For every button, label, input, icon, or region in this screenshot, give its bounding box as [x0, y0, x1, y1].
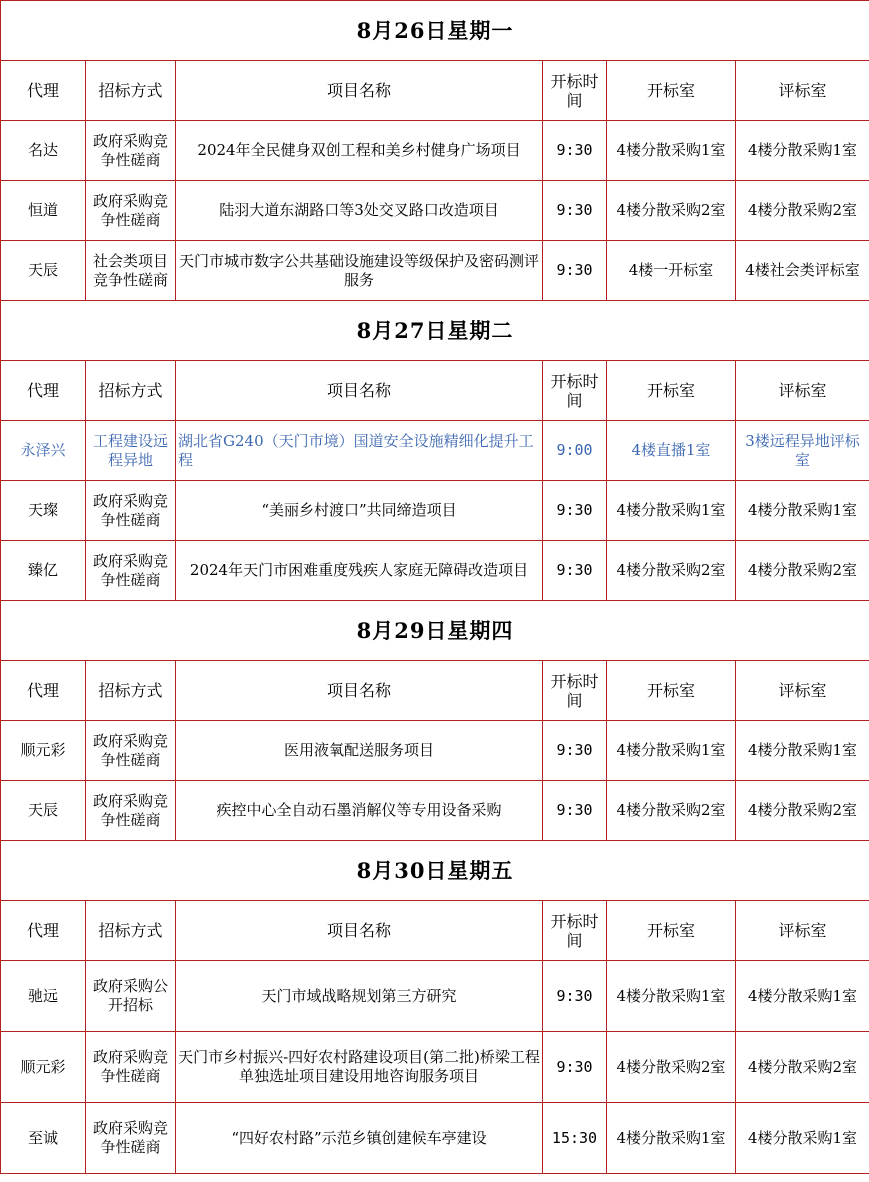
cell-method: 政府采购竞争性磋商: [86, 541, 176, 601]
cell-method: 工程建设远程异地: [86, 421, 176, 481]
column-header-eval-room: 评标室: [736, 901, 869, 961]
column-header-method: 招标方式: [86, 661, 176, 721]
column-header-eval-room: 评标室: [736, 361, 869, 421]
cell-method: 政府采购竞争性磋商: [86, 121, 176, 181]
table-row: [1, 541, 869, 601]
cell-name: “美丽乡村渡口”共同缔造项目: [176, 481, 543, 541]
day-header-row: [1, 1, 869, 61]
cell-open-room: 4楼分散采购1室: [607, 961, 736, 1032]
cell-eval-room: 4楼分散采购2室: [736, 781, 869, 841]
cell-open-room: 4楼分散采购1室: [607, 721, 736, 781]
cell-open-room: 4楼分散采购2室: [607, 541, 736, 601]
day-header-row: [1, 301, 869, 361]
cell-method: 政府采购竞争性磋商: [86, 481, 176, 541]
cell-eval-room: 4楼分散采购1室: [736, 721, 869, 781]
table-row: [1, 181, 869, 241]
cell-agent: 名达: [1, 121, 86, 181]
table-row: [1, 241, 869, 301]
column-header-name: 项目名称: [176, 361, 543, 421]
cell-open-room: 4楼一开标室: [607, 241, 736, 301]
cell-eval-room: 3楼远程异地评标室: [736, 421, 869, 481]
day-title: 8月29日星期四: [1, 601, 869, 661]
cell-open-room: 4楼分散采购2室: [607, 181, 736, 241]
day-header-row: [1, 841, 869, 901]
column-header-open-room: 开标室: [607, 61, 736, 121]
cell-open-room: 4楼分散采购1室: [607, 121, 736, 181]
cell-eval-room: 4楼分散采购1室: [736, 961, 869, 1032]
column-header-name: 项目名称: [176, 901, 543, 961]
column-header-time: 开标时间: [543, 901, 607, 961]
day-title: 8月30日星期五: [1, 841, 869, 901]
schedule-body: [1, 1, 869, 1174]
cell-agent: 永泽兴: [1, 421, 86, 481]
cell-agent: 顺元彩: [1, 721, 86, 781]
day-title: 8月27日星期二: [1, 301, 869, 361]
cell-time: 9:30: [543, 721, 607, 781]
column-header-eval-room: 评标室: [736, 61, 869, 121]
table-row: [1, 121, 869, 181]
cell-agent: 臻亿: [1, 541, 86, 601]
cell-open-room: 4楼分散采购1室: [607, 1103, 736, 1174]
column-header-agent: 代理: [1, 61, 86, 121]
column-header-row: [1, 901, 869, 961]
cell-open-room: 4楼分散采购2室: [607, 781, 736, 841]
table-row: [1, 481, 869, 541]
table-row: [1, 721, 869, 781]
cell-name: 2024年全民健身双创工程和美乡村健身广场项目: [176, 121, 543, 181]
cell-eval-room: 4楼分散采购1室: [736, 481, 869, 541]
cell-name: 医用液氧配送服务项目: [176, 721, 543, 781]
cell-time: 9:30: [543, 1032, 607, 1103]
cell-open-room: 4楼分散采购1室: [607, 481, 736, 541]
cell-eval-room: 4楼社会类评标室: [736, 241, 869, 301]
cell-name: 天门市城市数字公共基础设施建设等级保护及密码测评服务: [176, 241, 543, 301]
cell-method: 政府采购竞争性磋商: [86, 781, 176, 841]
column-header-method: 招标方式: [86, 361, 176, 421]
table-row: [1, 1032, 869, 1103]
cell-method: 政府采购竞争性磋商: [86, 1103, 176, 1174]
cell-time: 15:30: [543, 1103, 607, 1174]
cell-name: 天门市乡村振兴-四好农村路建设项目(第二批)桥梁工程单独选址项目建设用地咨询服务项目: [176, 1032, 543, 1103]
cell-method: 社会类项目竞争性磋商: [86, 241, 176, 301]
table-row: [1, 1103, 869, 1174]
cell-agent: 天辰: [1, 781, 86, 841]
cell-method: 政府采购竞争性磋商: [86, 181, 176, 241]
cell-time: 9:30: [543, 781, 607, 841]
cell-time: 9:30: [543, 181, 607, 241]
cell-method: 政府采购竞争性磋商: [86, 721, 176, 781]
column-header-eval-room: 评标室: [736, 661, 869, 721]
day-title: 8月26日星期一: [1, 1, 869, 61]
column-header-row: [1, 361, 869, 421]
cell-eval-room: 4楼分散采购1室: [736, 1103, 869, 1174]
cell-name: 陆羽大道东湖路口等3处交叉路口改造项目: [176, 181, 543, 241]
column-header-time: 开标时间: [543, 61, 607, 121]
column-header-agent: 代理: [1, 361, 86, 421]
cell-open-room: 4楼直播1室: [607, 421, 736, 481]
cell-time: 9:30: [543, 241, 607, 301]
cell-name: 2024年天门市困难重度残疾人家庭无障碍改造项目: [176, 541, 543, 601]
column-header-name: 项目名称: [176, 661, 543, 721]
cell-method: 政府采购竞争性磋商: [86, 1032, 176, 1103]
column-header-agent: 代理: [1, 661, 86, 721]
cell-time: 9:00: [543, 421, 607, 481]
column-header-open-room: 开标室: [607, 901, 736, 961]
cell-eval-room: 4楼分散采购1室: [736, 121, 869, 181]
column-header-open-room: 开标室: [607, 361, 736, 421]
cell-agent: 驰远: [1, 961, 86, 1032]
column-header-time: 开标时间: [543, 661, 607, 721]
cell-time: 9:30: [543, 961, 607, 1032]
cell-agent: 天璨: [1, 481, 86, 541]
cell-eval-room: 4楼分散采购2室: [736, 1032, 869, 1103]
cell-name: 疾控中心全自动石墨消解仪等专用设备采购: [176, 781, 543, 841]
cell-eval-room: 4楼分散采购2室: [736, 541, 869, 601]
column-header-time: 开标时间: [543, 361, 607, 421]
column-header-name: 项目名称: [176, 61, 543, 121]
cell-agent: 顺元彩: [1, 1032, 86, 1103]
cell-agent: 天辰: [1, 241, 86, 301]
column-header-method: 招标方式: [86, 61, 176, 121]
cell-method: 政府采购公开招标: [86, 961, 176, 1032]
table-row: [1, 781, 869, 841]
table-row: [1, 961, 869, 1032]
cell-time: 9:30: [543, 541, 607, 601]
cell-agent: 恒道: [1, 181, 86, 241]
cell-time: 9:30: [543, 121, 607, 181]
cell-name: 湖北省G240（天门市境）国道安全设施精细化提升工程: [176, 421, 543, 481]
column-header-row: [1, 61, 869, 121]
table-row: [1, 421, 869, 481]
cell-open-room: 4楼分散采购2室: [607, 1032, 736, 1103]
day-header-row: [1, 601, 869, 661]
column-header-method: 招标方式: [86, 901, 176, 961]
cell-name: “四好农村路”示范乡镇创建候车亭建设: [176, 1103, 543, 1174]
cell-eval-room: 4楼分散采购2室: [736, 181, 869, 241]
column-header-agent: 代理: [1, 901, 86, 961]
column-header-open-room: 开标室: [607, 661, 736, 721]
column-header-row: [1, 661, 869, 721]
cell-time: 9:30: [543, 481, 607, 541]
cell-agent: 至诚: [1, 1103, 86, 1174]
cell-name: 天门市域战略规划第三方研究: [176, 961, 543, 1032]
